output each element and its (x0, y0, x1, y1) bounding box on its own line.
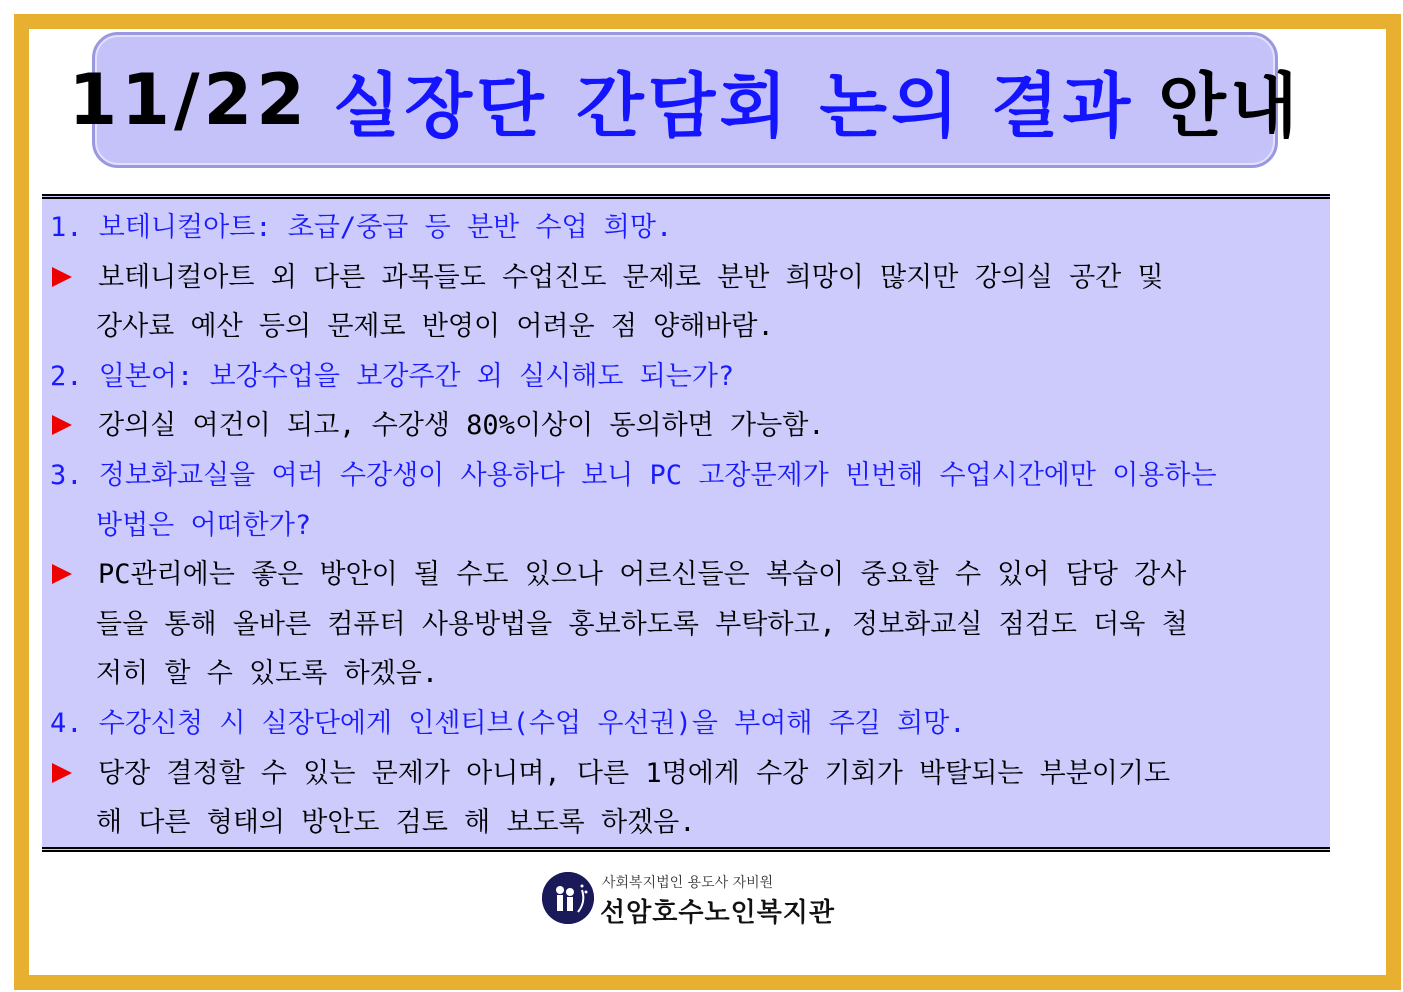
question-text: 1. 보테니컬아트: 초급/중급 등 분반 수업 희망. (50, 212, 673, 243)
question-line (50, 352, 1322, 402)
answer-text: 강의실 여건이 되고, 수강생 80%이상이 동의하면 가능함. (98, 410, 825, 442)
footer-organization-name: 선암호수노인복지관 (600, 898, 836, 928)
answer-line (50, 302, 1322, 352)
footer-tagline: 사회복지법인 용도사 자비원 (602, 875, 774, 891)
answer-text: 해 다른 형태의 방안도 검토 해 보도록 하겠음. (96, 807, 696, 839)
title-main: 실장단 간담회 논의 결과 (332, 64, 1135, 147)
question-line (50, 451, 1322, 501)
organization-logo-icon (542, 872, 594, 924)
answer-line (50, 401, 1322, 451)
question-text: 방법은 어떠한가? (96, 509, 312, 541)
answer-text: PC관리에는 좋은 방안이 될 수도 있으나 어르신들은 복습이 중요할 수 있어 담당 강사 (98, 559, 1187, 591)
red-arrow-icon (52, 267, 72, 287)
answer-line (50, 600, 1322, 650)
answer-text: 저히 할 수 있도록 하겠음. (96, 658, 439, 690)
red-arrow-icon (52, 763, 72, 783)
answer-line (50, 649, 1322, 699)
title-date: 11/22 (68, 59, 309, 141)
footer-logo (542, 868, 842, 928)
question-text: 4. 수강신청 시 실장단에게 인센티브(수업 우선권)을 부여해 주길 희망. (50, 707, 966, 739)
content-lines (42, 199, 1330, 848)
red-arrow-icon (52, 415, 72, 435)
question-text: 2. 일본어: 보강수업을 보강주간 외 실시해도 되는가? (50, 360, 735, 392)
red-arrow-icon (52, 564, 72, 584)
answer-text: 당장 결정할 수 있는 문제가 아니며, 다른 1명에게 수강 기회가 박탈되는 부분이기도 (98, 757, 1171, 789)
answer-text: 들을 통해 올바른 컴퓨터 사용방법을 홍보하도록 부탁하고, 정보화교실 점검도 더욱 철 (96, 608, 1188, 640)
answer-line (50, 798, 1322, 848)
question-line (50, 501, 1322, 551)
answer-line (50, 749, 1322, 799)
title-suffix: 안내 (1158, 64, 1302, 147)
answer-text: 보테니컬아트 외 다른 과목들도 수업진도 문제로 분반 희망이 많지만 강의실 공간 및 (98, 261, 1164, 293)
answer-line (50, 550, 1322, 600)
content-panel (42, 194, 1330, 852)
question-line (50, 699, 1322, 749)
title-banner (68, 32, 1302, 168)
question-line (50, 203, 1322, 253)
question-text: 3. 정보화교실을 여러 수강생이 사용하다 보니 PC 고장문제가 빈번해 수업시간에만 이용하는 (50, 459, 1217, 491)
answer-text: 강사료 예산 등의 문제로 반영이 어려운 점 양해바람. (96, 311, 774, 343)
answer-line (50, 253, 1322, 303)
